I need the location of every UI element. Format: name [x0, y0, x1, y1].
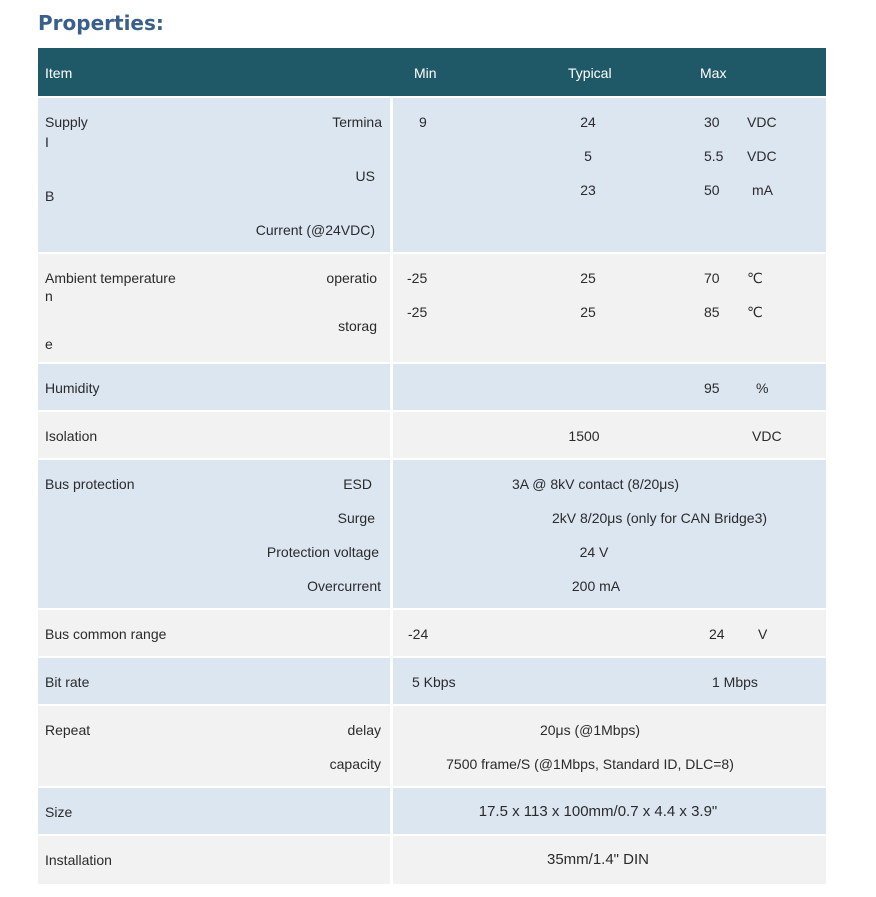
header-min: Min: [414, 65, 437, 81]
size-label: Size: [45, 804, 73, 820]
isolation-unit: VDC: [752, 428, 782, 444]
humidity-label: Humidity: [45, 380, 100, 396]
protection-voltage-label: Protection voltage: [266, 544, 379, 560]
table-row-size: [38, 788, 826, 834]
supply-label-wrap-1: I: [45, 134, 49, 150]
esd-label: ESD: [343, 476, 372, 492]
bit-rate-min: 5 Kbps: [412, 674, 456, 690]
overcurrent-value: 200 mA: [571, 578, 621, 594]
ambient-operation-min: -25: [407, 270, 428, 286]
table-row-installation: [38, 836, 826, 884]
ambient-operation-label: operatio: [326, 270, 377, 286]
ambient-label-wrap-1: n: [45, 288, 53, 304]
table-header: [38, 48, 826, 96]
ambient-label-wrap-2: e: [45, 336, 53, 352]
supply-usb-typ: 5: [584, 148, 592, 164]
ambient-storage-min: -25: [407, 304, 428, 320]
supply-terminal-typ: 24: [580, 114, 596, 130]
supply-label: Supply: [45, 114, 88, 130]
table-row-repeat: [38, 706, 826, 786]
supply-current-max: 50: [704, 182, 720, 198]
ambient-storage-typ: 25: [580, 304, 596, 320]
repeat-label: Repeat: [45, 722, 91, 738]
size-value: 17.5 x 113 x 100mm/0.7 x 4.4 x 3.9": [478, 803, 718, 820]
installation-value: 35mm/1.4" DIN: [546, 851, 650, 868]
installation-label: Installation: [45, 852, 112, 868]
supply-usb-label: US: [355, 168, 375, 184]
properties-table: [38, 48, 826, 884]
table-row-humidity: [38, 364, 826, 410]
table-row-isolation: [38, 412, 826, 458]
table-row-bit-rate: [38, 658, 826, 704]
isolation-label: Isolation: [45, 428, 98, 444]
bus-common-range-max: 24: [709, 626, 725, 642]
overcurrent-label: Overcurrent: [307, 578, 381, 594]
protection-voltage-value: 24 V: [579, 544, 609, 560]
supply-usb-max: 5.5: [704, 148, 724, 164]
supply-current-label: Current (@24VDC): [255, 222, 375, 238]
supply-usb-unit: VDC: [747, 148, 777, 164]
table-row-bus-common-range: [38, 610, 826, 656]
page-title: Properties:: [38, 11, 164, 35]
ambient-operation-unit: ℃: [747, 270, 763, 286]
bus-protection-label: Bus protection: [45, 476, 135, 492]
bus-common-range-min: -24: [408, 626, 429, 642]
header-item: Item: [45, 65, 73, 81]
header-max: Max: [700, 65, 727, 81]
repeat-capacity-value: 7500 frame/S (@1Mbps, Standard ID, DLC=8): [446, 756, 734, 772]
supply-terminal-label: Termina: [332, 114, 382, 130]
esd-value: 3A @ 8kV contact (8/20μs): [512, 476, 680, 492]
bus-common-range-unit: V: [758, 626, 768, 642]
repeat-delay-value: 20μs (@1Mbps): [539, 722, 641, 738]
ambient-storage-unit: ℃: [747, 304, 763, 320]
table-row-ambient-temperature: [38, 254, 826, 362]
humidity-unit: %: [756, 380, 769, 396]
table-row-supply: [38, 98, 826, 252]
ambient-storage-label: storag: [338, 318, 377, 334]
supply-current-typ: 23: [580, 182, 596, 198]
ambient-label: Ambient temperature: [45, 270, 176, 286]
surge-value: 2kV 8/20μs (only for CAN Bridge3): [552, 510, 768, 526]
bit-rate-max: 1 Mbps: [712, 674, 758, 690]
supply-label-wrap-2: B: [45, 188, 55, 204]
bit-rate-label: Bit rate: [45, 674, 90, 690]
header-typical: Typical: [568, 65, 612, 81]
bus-common-range-label: Bus common range: [45, 626, 167, 642]
ambient-operation-typ: 25: [580, 270, 596, 286]
repeat-capacity-label: capacity: [329, 756, 381, 772]
supply-terminal-max: 30: [704, 114, 720, 130]
surge-label: Surge: [337, 510, 375, 526]
supply-terminal-unit: VDC: [747, 114, 777, 130]
table-row-bus-protection: [38, 460, 826, 608]
repeat-delay-label: delay: [347, 722, 381, 738]
isolation-typ: 1500: [568, 428, 600, 444]
supply-terminal-min: 9: [419, 114, 427, 130]
humidity-max: 95: [704, 380, 720, 396]
ambient-operation-max: 70: [704, 270, 720, 286]
supply-current-unit: mA: [752, 182, 773, 198]
ambient-storage-max: 85: [704, 304, 720, 320]
